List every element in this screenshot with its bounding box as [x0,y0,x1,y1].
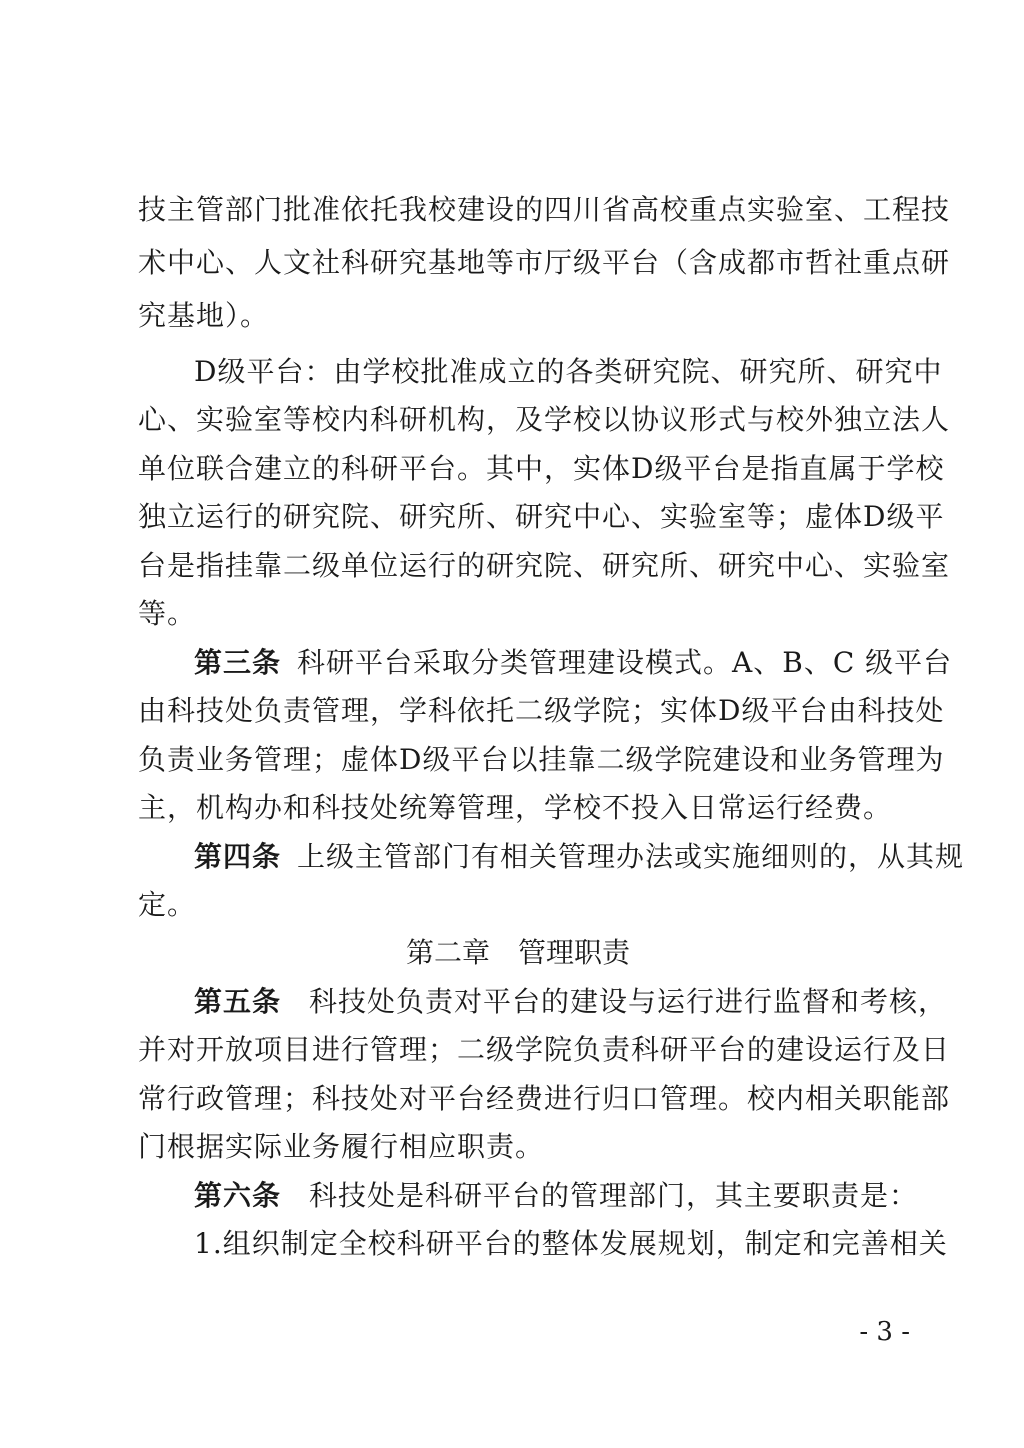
paragraph-line: 台是指挂靠二级单位运行的研究院、研究所、研究中心、实验室 [138,549,951,582]
paragraph-line: 负责业务管理；虚体D级平台以挂靠二级学院建设和业务管理为 [138,743,945,776]
paragraph-line: 常行政管理；科技处对平台经费进行归口管理。校内相关职能部 [138,1082,951,1115]
paragraph-line: 定。 [138,888,197,921]
paragraph-line: 术中心、人文社科研究基地等市厅级平台（含成都市哲社重点研 [138,246,951,279]
chapter-title: 第二章 管理职责 [405,936,630,969]
page-number: - 3 - [859,1317,910,1347]
list-item: 1.组织制定全校科研平台的整体发展规划，制定和完善相关 [194,1227,948,1260]
article-five-first-line [194,982,948,1022]
paragraph-line: 心、实验室等校内科研机构，及学校以协议形式与校外独立法人 [138,403,951,436]
paragraph-line: 单位联合建立的科研平台。其中，实体D级平台是指直属于学校 [138,452,945,485]
article-four-label: 第四条 [194,840,282,873]
paragraph-line: 由科技处负责管理，学科依托二级学院；实体D级平台由科技处 [138,694,945,727]
paragraph-line: 独立运行的研究院、研究所、研究中心、实验室等；虚体D级平 [138,500,945,533]
article-four-first-line [194,837,965,877]
article-six-first-line [194,1176,919,1216]
paragraph-line: 主，机构办和科技处统筹管理，学校不投入日常运行经费。 [138,791,893,824]
paragraph-line: D级平台：由学校批准成立的各类研究院、研究所、研究中 [194,355,943,388]
article-three-first-line [194,643,953,683]
article-three-text: 科研平台采取分类管理建设模式。A、B、C 级平台 [297,646,953,679]
paragraph-line: 技主管部门批准依托我校建设的四川省高校重点实验室、工程技 [138,193,951,226]
article-five-label: 第五条 [194,985,282,1018]
paragraph-line: 究基地）。 [138,299,270,332]
paragraph-line: 并对开放项目进行管理；二级学院负责科研平台的建设运行及日 [138,1033,951,1066]
article-four-text: 上级主管部门有相关管理办法或实施细则的，从其规 [297,840,965,873]
article-three-label: 第三条 [194,646,282,679]
article-six-text: 科技处是科研平台的管理部门，其主要职责是： [309,1179,919,1212]
paragraph-line: 等。 [138,597,197,630]
article-six-label: 第六条 [194,1179,282,1212]
article-five-text: 科技处负责对平台的建设与运行进行监督和考核， [309,985,948,1018]
paragraph-line: 门根据实际业务履行相应职责。 [138,1130,545,1163]
